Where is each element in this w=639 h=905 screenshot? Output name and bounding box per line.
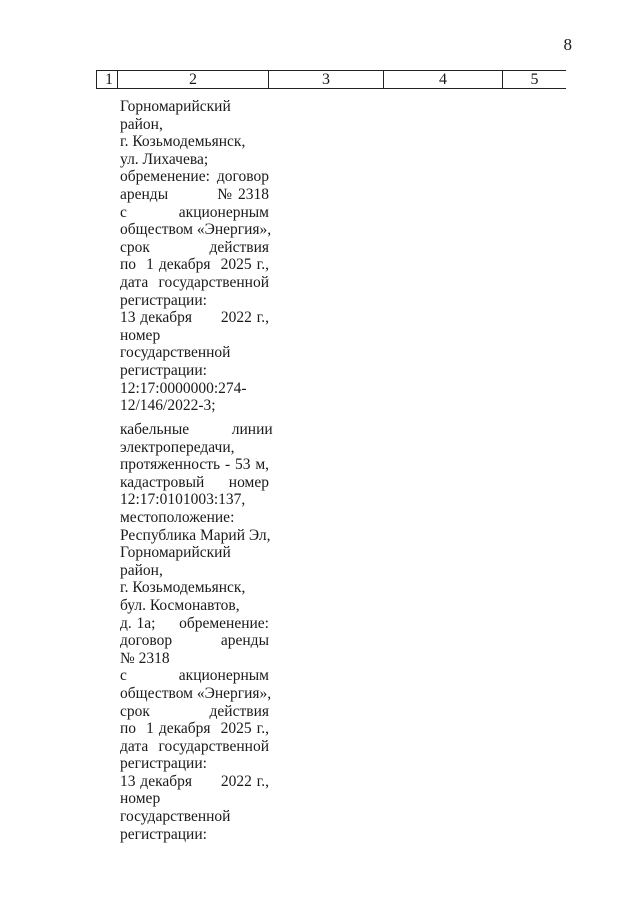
text-line: Горномарийский xyxy=(120,544,231,562)
text-line: 13 декабря 2022 г., xyxy=(120,309,269,327)
text-line: г. Козьмодемьянск, xyxy=(120,579,246,597)
text-line: государственной xyxy=(120,344,231,362)
text-line: ул. Лихачева; xyxy=(120,150,209,168)
text-line: Горномарийский xyxy=(120,98,231,115)
column-number-1: 1 xyxy=(97,71,118,89)
text-line: обременение: договор xyxy=(120,168,269,186)
text-line: с акционерным xyxy=(120,667,269,685)
text-line: протяженность - 53 м, xyxy=(120,456,269,474)
text-line: номер xyxy=(120,326,161,344)
text-line: бул. Космонавтов, xyxy=(120,596,240,614)
text-line: регистрации: xyxy=(120,755,207,773)
text-line: по 1 декабря 2025 г., xyxy=(120,256,269,274)
column-number-4: 4 xyxy=(384,71,503,89)
text-line: район, xyxy=(120,115,163,133)
text-line: район, xyxy=(120,561,163,579)
text-line: 12:17:0101003:137, xyxy=(120,491,246,509)
text-line: г. Козьмодемьянск, xyxy=(120,133,246,151)
text-line: 12:17:0000000:274- xyxy=(120,379,247,397)
text-line: регистрации: xyxy=(120,361,207,379)
text-line: срок действия xyxy=(120,702,269,720)
text-line: регистрации: xyxy=(120,291,207,309)
text-line: обществом «Энергия», xyxy=(120,221,272,239)
text-line: электропередачи, xyxy=(120,438,235,456)
text-line: с акционерным xyxy=(120,203,269,221)
text-line: договор аренды xyxy=(120,632,269,650)
text-line: д. 1а; обременение: xyxy=(120,614,269,632)
text-line: 12/146/2022-3; xyxy=(120,397,216,415)
text-line: кабельные линии xyxy=(120,421,273,438)
text-line: срок действия xyxy=(120,238,269,256)
text-line: государственной xyxy=(120,808,231,826)
text-line: 13 декабря 2022 г., xyxy=(120,772,269,790)
column-number-2: 2 xyxy=(118,71,269,89)
text-line: регистрации: xyxy=(120,825,207,843)
column-number-3: 3 xyxy=(269,71,384,89)
text-line: номер xyxy=(120,790,161,808)
text-line: дата государственной xyxy=(120,737,269,755)
text-line: № 2318 xyxy=(120,649,170,667)
property-description-cable-line xyxy=(120,421,273,843)
column-number-5: 5 xyxy=(503,71,567,89)
text-line: обществом «Энергия», xyxy=(120,684,272,702)
property-description-road xyxy=(120,98,272,415)
text-line: местоположение: xyxy=(120,508,235,526)
page-number: 8 xyxy=(563,35,572,54)
column-number-header xyxy=(96,70,566,89)
text-line: аренды № 2318 xyxy=(120,185,269,203)
text-line: Республика Марий Эл, xyxy=(120,526,271,544)
text-line: по 1 декабря 2025 г., xyxy=(120,720,269,738)
text-line: кадастровый номер xyxy=(120,473,269,491)
text-line: дата государственной xyxy=(120,273,269,291)
